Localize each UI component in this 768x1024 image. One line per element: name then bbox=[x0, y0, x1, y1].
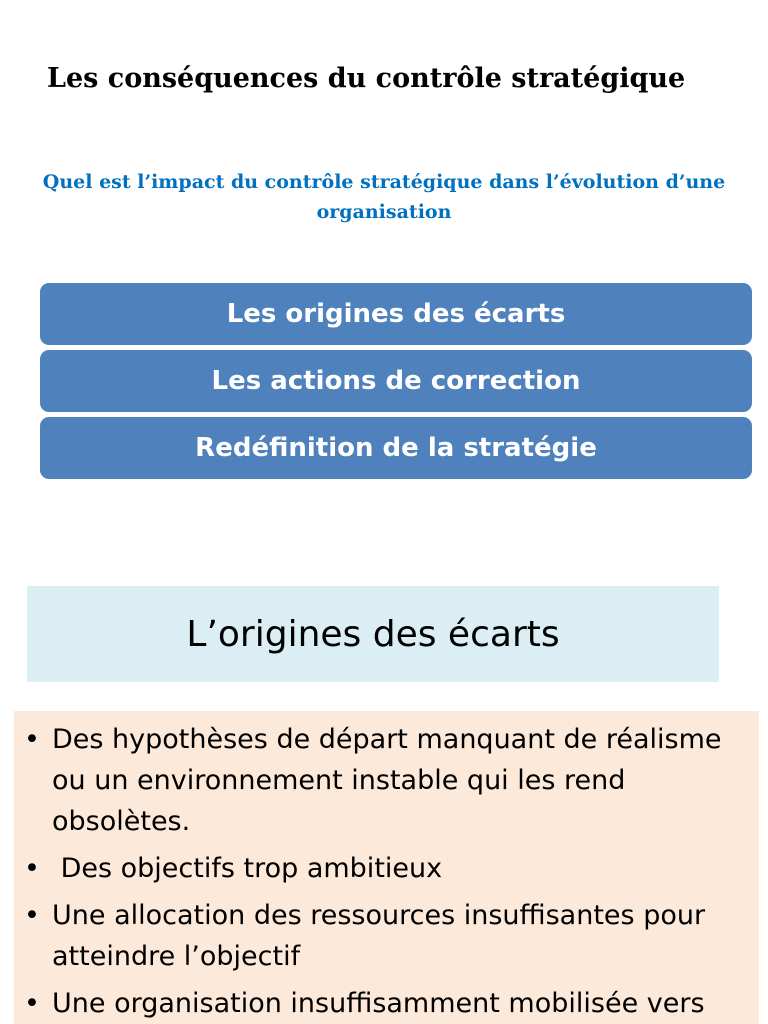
topic-origines-ecarts: Les origines des écarts bbox=[40, 283, 752, 345]
question-text: Quel est l’impact du contrôle stratégique dans l’évolution d’une organisation bbox=[42, 171, 726, 223]
page-title: Les conséquences du contrôle stratégique bbox=[47, 63, 686, 94]
list-item bbox=[24, 719, 737, 842]
bullet-dot-icon: • bbox=[24, 988, 40, 1019]
bullet-content-box bbox=[14, 711, 759, 1024]
topic-actions-correction: Les actions de correction bbox=[40, 350, 752, 412]
list-item bbox=[24, 895, 737, 977]
bullet-text: Une organisation insuffisamment mobilisée vers bbox=[52, 988, 705, 1019]
bullet-text: Une allocation des ressources insuffisantes pour atteindre l’objectif bbox=[52, 900, 706, 972]
bullet-dot-icon: • bbox=[24, 724, 40, 755]
bullet-dot-icon: • bbox=[24, 853, 40, 884]
topic-redefinition-strategie: Redéfinition de la stratégie bbox=[40, 417, 752, 479]
list-item bbox=[24, 983, 737, 1024]
list-item bbox=[24, 848, 737, 889]
topic-list bbox=[40, 283, 752, 479]
bullet-text: Des hypothèses de départ manquant de réalisme ou un environnement instable qui les rend obsolètes. bbox=[52, 724, 722, 837]
bullet-list bbox=[14, 711, 759, 1024]
section-heading: L’origines des écarts bbox=[27, 586, 719, 682]
bullet-dot-icon: • bbox=[24, 900, 40, 931]
bullet-text: Des objectifs trop ambitieux bbox=[52, 853, 443, 884]
